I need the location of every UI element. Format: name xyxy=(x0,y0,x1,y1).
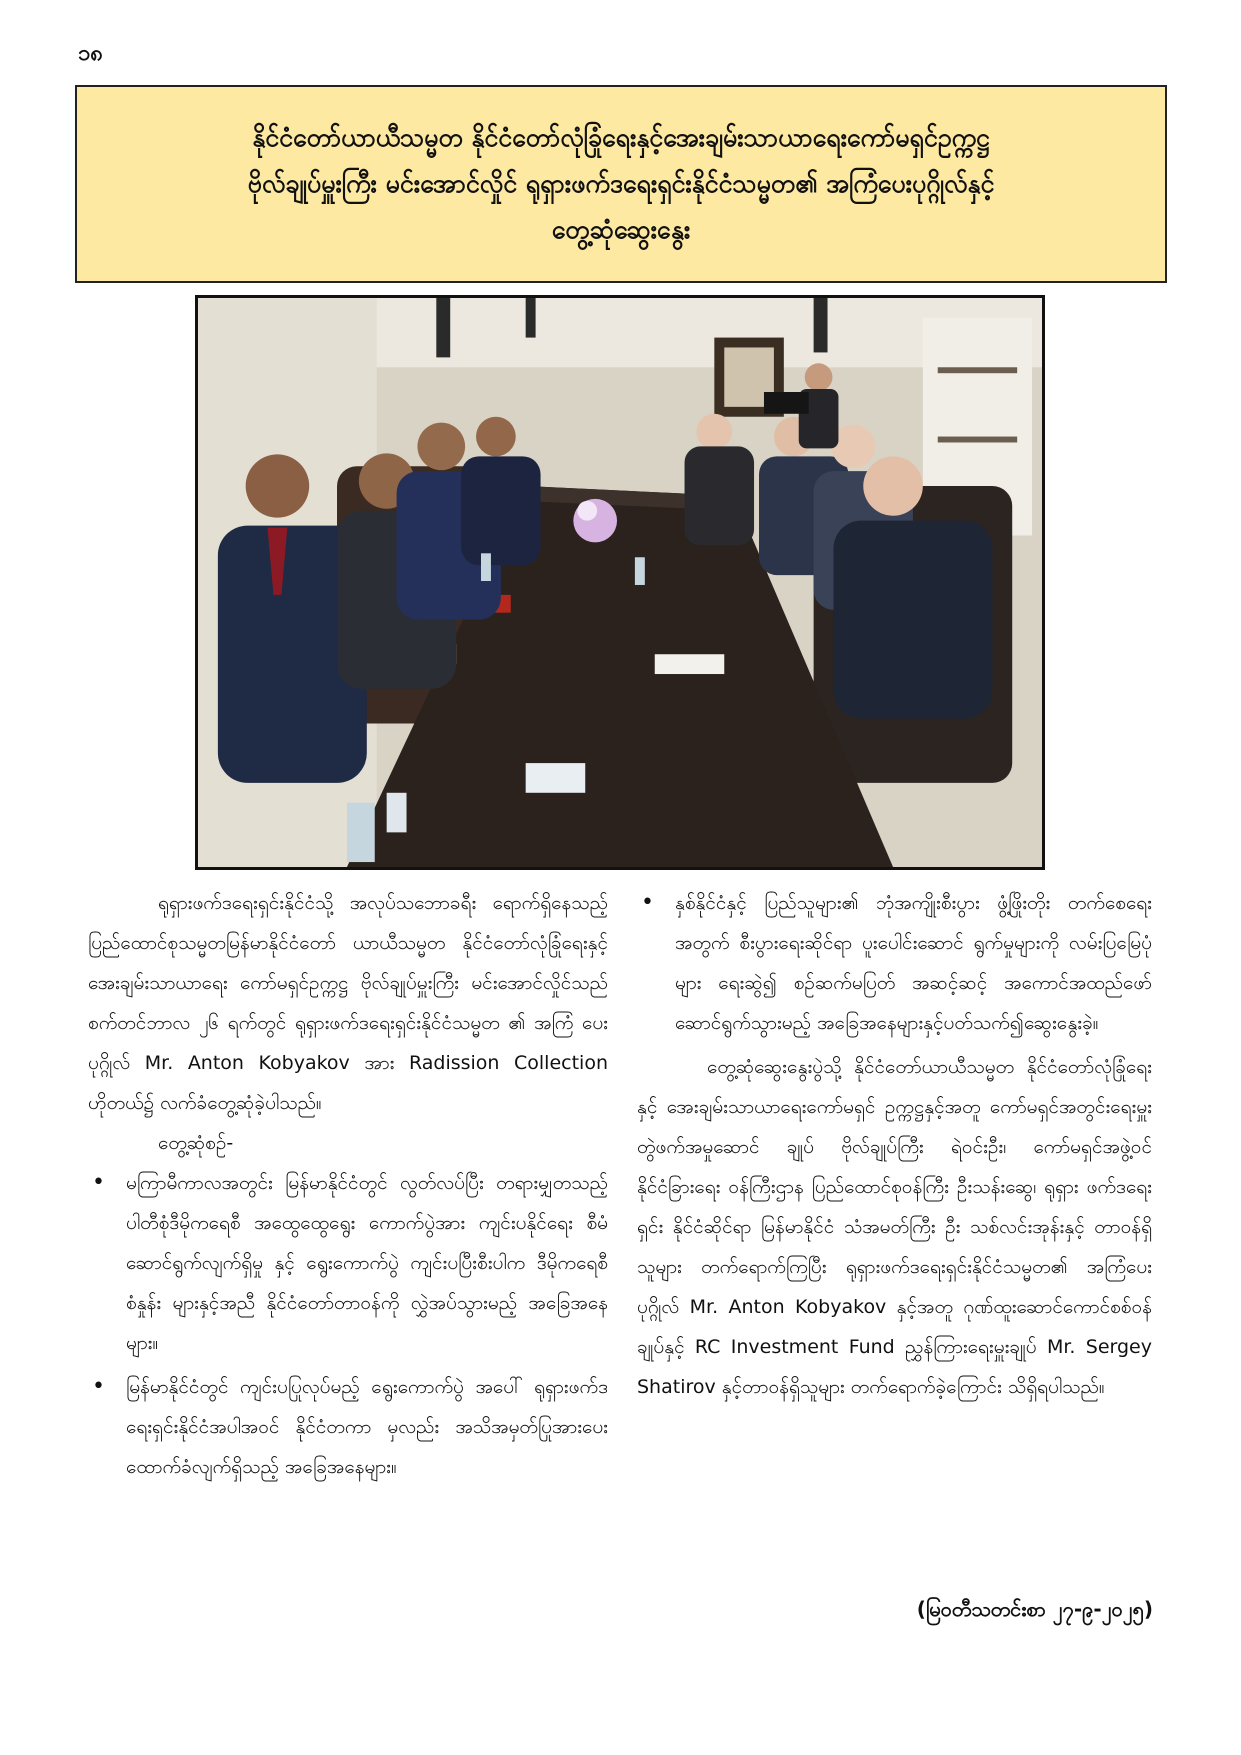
page-number: ၁၈ xyxy=(78,41,103,66)
bullet-text: နှစ်နိုင်ငံနှင့် ပြည်သူများ၏ ဘုံအကျိုးစီးပွား ဖွံ့ဖြိုးတိုး တက်စေရေးအတွက် စီးပွားရေးဆိုင်ရာ ပူးပေါင်းဆောင် ရွက်မှုများကို လမ်းပြမြေပုံများ ရေးဆွဲ၍ စဉ်ဆက်မပြတ် အဆင့်ဆင့် အကောင်အထည်ဖော်ဆောင်ရွက်သွားမည့် အခြေအနေများနှင့်ပတ်သက်၍ဆွေးနွေးခဲ့။ xyxy=(675,892,1152,1034)
source-citation: (မြဝတီသတင်းစာ ၂၇-၉-၂၀၂၅) xyxy=(916,1597,1153,1621)
right-column xyxy=(637,883,1152,1407)
bullet-item xyxy=(637,883,1152,1043)
headline-line-1: နိုင်ငံတော်ယာယီသမ္မတ နိုင်ငံတော်လုံခြုံရေးနှင့်အေးချမ်းသာယာရေးကော်မရှင်ဥက္ကဋ္ဌ xyxy=(252,123,990,152)
bullet-text: မကြာမီကာလအတွင်း မြန်မာနိုင်ငံတွင် လွတ်လပ်ပြီး တရားမျှတသည့် ပါတီစုံဒီမိုကရေစီ အထွေထွေရွေး ကောက်ပွဲအား ကျင်းပနိုင်ရေး စီမံဆောင်ရွက်လျက်ရှိမှု နှင့် ရွေးကောက်ပွဲ ကျင်းပပြီးစီးပါက ဒီမိုကရေစီစံနှုန်း များနှင့်အညီ နိုင်ငံတော်တာဝန်ကို လွှဲအပ်သွားမည့် အခြေအနေများ။ xyxy=(126,1172,608,1354)
bullet-icon: • xyxy=(641,890,654,915)
meeting-photo xyxy=(195,295,1045,870)
meeting-subheading: တွေ့ဆုံစဉ်- xyxy=(158,1132,234,1154)
bullet-item xyxy=(88,1367,608,1487)
bullet-icon: • xyxy=(92,1374,105,1399)
closing-paragraph: တွေ့ဆုံဆွေးနွေးပွဲသို့ နိုင်ငံတော်ယာယီသမ္မတ နိုင်ငံတော်လုံခြုံရေးနှင့် အေးချမ်းသာယာရေးကော်မရှင် ဥက္ကဋ္ဌနှင့်အတူ ကော်မရှင်အတွင်းရေးမှူး တွဲဖက်အမှုဆောင် ချုပ် ဗိုလ်ချုပ်ကြီး ရဲဝင်းဦး၊ ကော်မရှင်အဖွဲ့ဝင် နိုင်ငံခြားရေး ဝန်ကြီးဌာန ပြည်ထောင်စုဝန်ကြီး ဦးသန်းဆွေ၊ ရုရှား ဖက်ဒရေးရှင်း နိုင်ငံဆိုင်ရာ မြန်မာနိုင်ငံ သံအမတ်ကြီး ဦး သစ်လင်းအုန်းနှင့် တာဝန်ရှိသူများ တက်ရောက်ကြပြီး ရုရှားဖက်ဒရေးရှင်းနိုင်ငံသမ္မတ၏ အကြံပေးပုဂ္ဂိုလ် Mr. Anton Kobyakov နှင့်အတူ ဂုဏ်ထူးဆောင်ကောင်စစ်ဝန် ချုပ်နှင့် RC Investment Fund ညွှန်ကြားရေးမှူးချုပ် Mr. Sergey Shatirov နှင့်တာဝန်ရှိသူများ တက်ရောက်ခဲ့ကြောင်း သိရှိရပါသည်။ xyxy=(637,1056,1152,1398)
headline-line-2: ဗိုလ်ချုပ်မှူးကြီး မင်းအောင်လှိုင် ရုရှားဖက်ဒရေးရှင်းနိုင်ငံသမ္မတ၏ အကြံပေးပုဂ္ဂိုလ်နှင့် xyxy=(247,169,995,198)
intro-paragraph: ရုရှားဖက်ဒရေးရှင်းနိုင်ငံသို့ အလုပ်သဘောခရီး ရောက်ရှိနေသည့် ပြည်ထောင်စုသမ္မတမြန်မာနိုင်ငံတော် ယာယီသမ္မတ နိုင်ငံတော်လုံခြုံရေးနှင့် အေးချမ်းသာယာရေး ကော်မရှင်ဥက္ကဋ္ဌ ဗိုလ်ချုပ်မှူးကြီး မင်းအောင်လှိုင်သည် စက်တင်ဘာလ ၂၆ ရက်တွင် ရုရှားဖက်ဒရေးရှင်းနိုင်ငံသမ္မတ ၏ အကြံ ပေးပုဂ္ဂိုလ် Mr. Anton Kobyakov အား Radission Collection ဟိုတယ်၌ လက်ခံတွေ့ဆုံခဲ့ပါသည်။ xyxy=(88,892,608,1114)
headline-box xyxy=(75,85,1167,283)
left-column xyxy=(88,883,608,1491)
headline-line-3: တွေ့ဆုံဆွေးနွေး xyxy=(551,215,691,244)
bullet-icon: • xyxy=(92,1170,105,1195)
meeting-photo-illustration xyxy=(198,298,1042,867)
bullet-text: မြန်မာနိုင်ငံတွင် ကျင်းပပြုလုပ်မည့် ရွေးကောက်ပွဲ အပေါ် ရုရှားဖက်ဒရေးရှင်းနိုင်ငံအပါအဝင် နိုင်ငံတကာ မှလည်း အသိအမှတ်ပြုအားပေးထောက်ခံလျက်ရှိသည့် အခြေအနေများ။ xyxy=(126,1376,608,1478)
bullet-item xyxy=(88,1163,608,1363)
